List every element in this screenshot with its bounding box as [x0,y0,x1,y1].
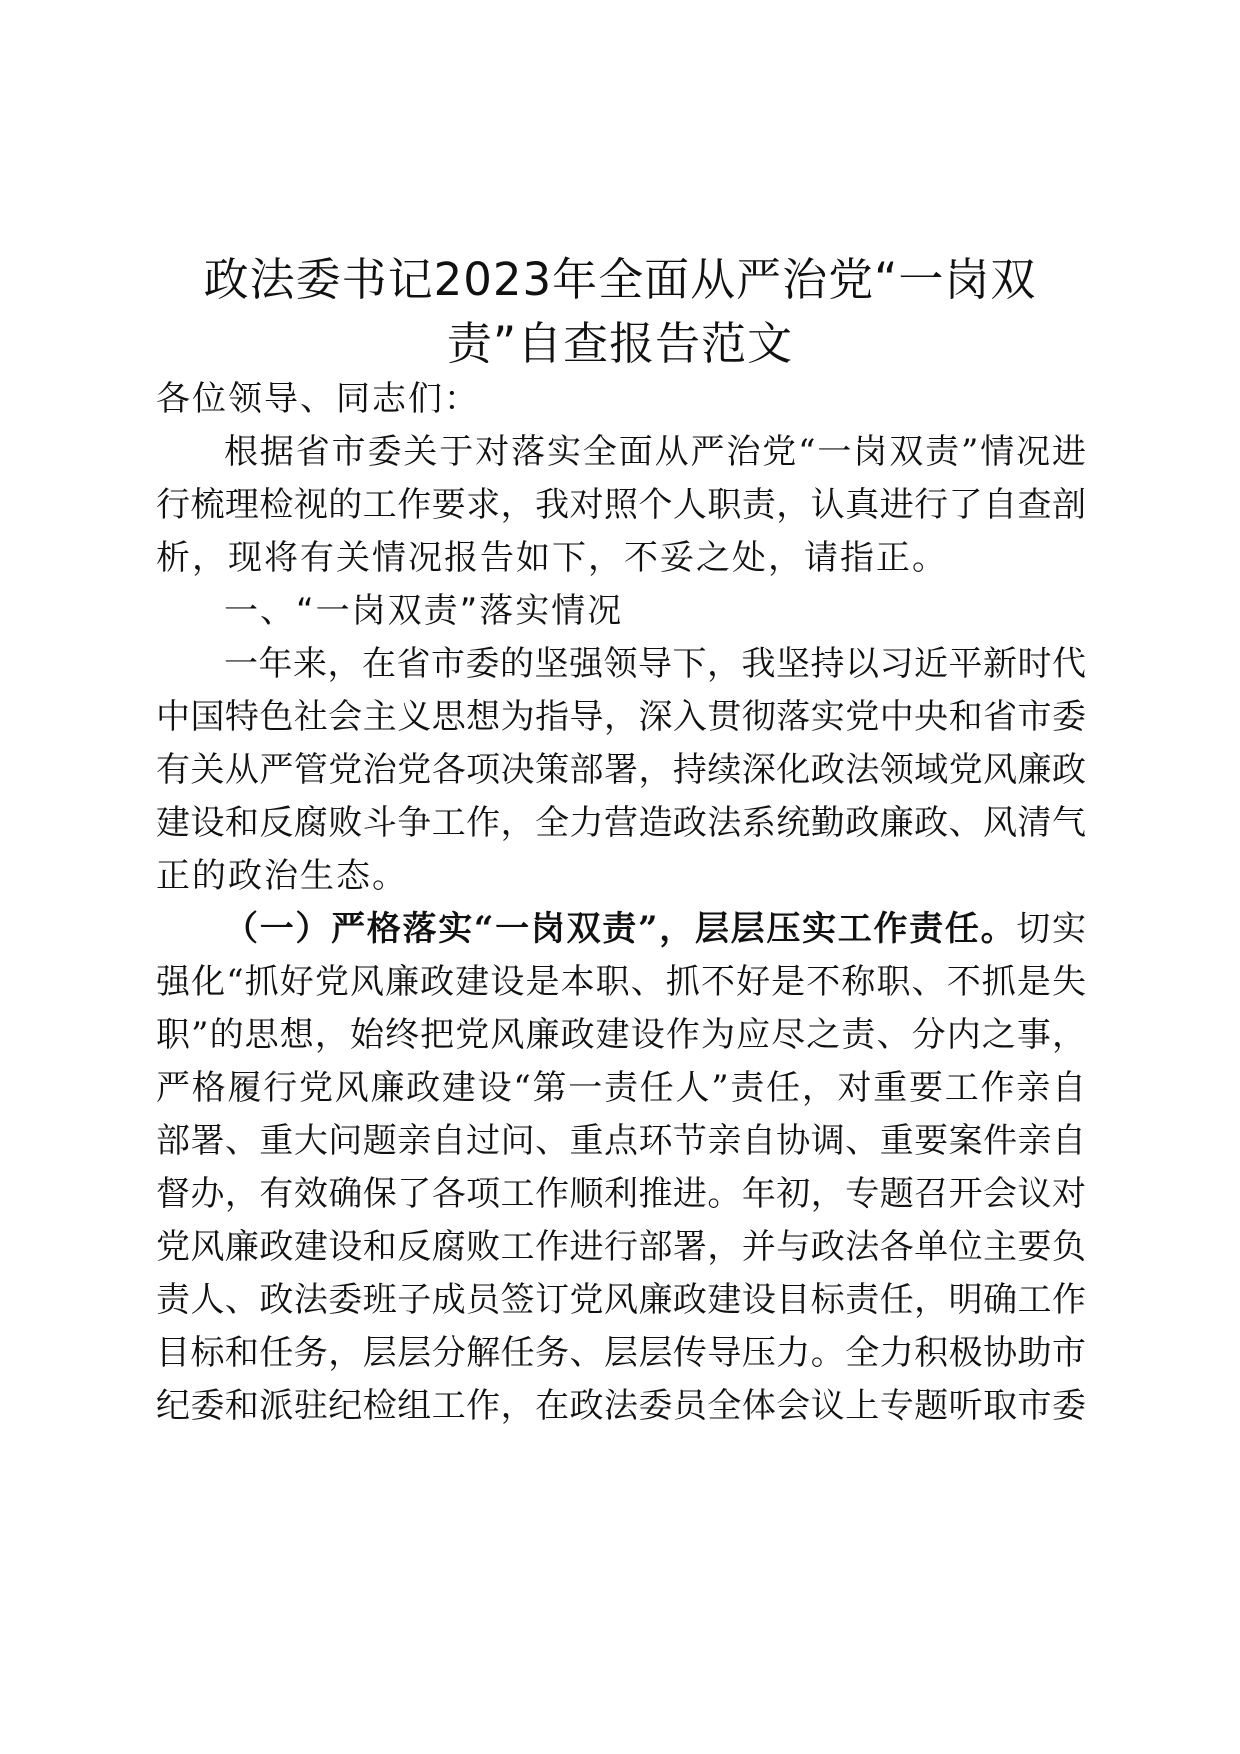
subsection-line-3: 严格履行党风廉政建设“第一责任人”责任，对重要工作亲自 [156,1068,1086,1108]
section-line-2: 中国特色社会主义思想为指导，深入贯彻落实党中央和省市委 [156,697,1086,737]
title-line-1: 政法委书记2023年全面从严治党“一岗双 [203,253,1037,306]
subsection-line-4: 部署、重大问题亲自过问、重点环节亲自协调、重要案件亲自 [156,1121,1086,1161]
subsection-line-7: 责人、政法委班子成员签订党风廉政建设目标责任，明确工作 [156,1280,1086,1320]
title-line-2: 责”自查报告范文 [446,317,794,370]
intro-line-1: 根据省市委关于对落实全面从严治党“一岗双责”情况进 [224,432,1086,472]
subsection-line-6: 党风廉政建设和反腐败工作进行部署，并与政法各单位主要负 [156,1227,1086,1267]
section-heading: 一、“一岗双责”落实情况 [224,591,624,631]
salutation: 各位领导、同志们： [156,379,480,419]
section-line-3: 有关从严管党治党各项决策部署，持续深化政法领域党风廉政 [156,750,1086,790]
subsection-heading: （一）严格落实“一岗双责”，层层压实工作责任。 [224,909,1017,949]
document-title [150,248,1090,376]
subsection-line-1: 强化“抓好党风廉政建设是本职、抓不好是不称职、不抓是失 [156,962,1086,1002]
section-line-4: 建设和反腐败斗争工作，全力营造政法系统勤政廉政、风清气 [156,803,1086,843]
subsection-line-2: 职”的思想，始终把党风廉政建设作为应尽之责、分内之事， [156,1015,1086,1055]
section-line-5: 正的政治生态。 [156,856,408,896]
subsection-line-5: 督办，有效确保了各项工作顺利推进。年初，专题召开会议对 [156,1174,1086,1214]
subsection-line-9: 纪委和派驻纪检组工作，在政法委员全体会议上专题听取市委 [156,1386,1086,1426]
subsection-line-8: 目标和任务，层层分解任务、层层传导压力。全力积极协助市 [156,1333,1086,1373]
section-line-1: 一年来，在省市委的坚强领导下，我坚持以习近平新时代 [224,644,1086,684]
intro-line-3: 析，现将有关情况报告如下，不妥之处，请指正。 [156,538,948,578]
subsection-heading-tail: 切实 [1016,909,1086,949]
subsection-first-line [224,900,1086,958]
intro-line-2: 行梳理检视的工作要求，我对照个人职责，认真进行了自查剖 [156,485,1086,525]
